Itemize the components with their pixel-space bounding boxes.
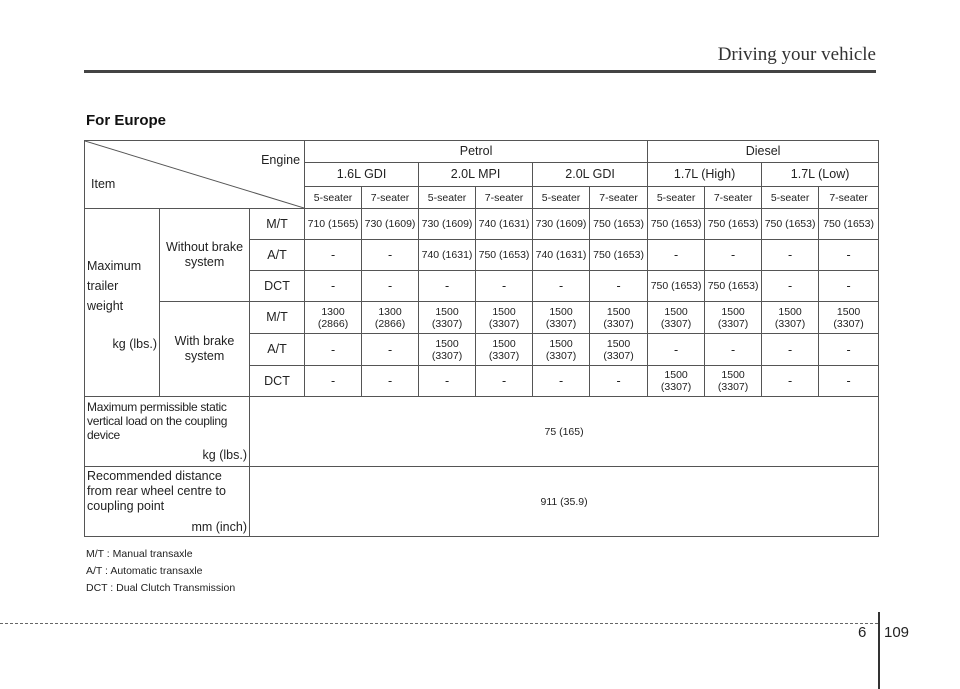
coupling-distance-label: Recommended distance from rear wheel centre to coupling point — [87, 468, 226, 513]
corner-diagonal-line — [85, 141, 304, 208]
table-cell: 1500 (3307) — [590, 334, 648, 366]
seater-header: 5-seater — [762, 187, 819, 209]
corner-engine-label: Engine — [261, 153, 301, 167]
table-cell: - — [648, 334, 705, 366]
table-cell: 750 (1653) — [590, 240, 648, 271]
engine-header: 2.0L GDI — [533, 163, 648, 187]
table-cell: - — [762, 334, 819, 366]
table-cell: 740 (1631) — [533, 240, 590, 271]
table-cell: - — [305, 271, 362, 302]
table-cell: 730 (1609) — [362, 209, 419, 240]
table-cell: 1300 (2866) — [362, 302, 419, 334]
table-cell: 1500 (3307) — [419, 334, 476, 366]
transmission-label: DCT — [250, 366, 305, 397]
seater-header: 7-seater — [819, 187, 879, 209]
table-cell: 740 (1631) — [476, 209, 533, 240]
table-cell: 750 (1653) — [648, 271, 705, 302]
table-cell: - — [705, 240, 762, 271]
table-cell: - — [533, 271, 590, 302]
towing-spec-table — [84, 140, 879, 537]
table-cell: - — [590, 366, 648, 397]
engine-header: 1.7L (High) — [648, 163, 762, 187]
max-trailer-weight-line: Maximum — [87, 258, 142, 273]
seater-header: 7-seater — [590, 187, 648, 209]
footnotes — [86, 546, 235, 597]
table-cell: 1500 (3307) — [590, 302, 648, 334]
seater-header: 7-seater — [476, 187, 533, 209]
table-cell: 730 (1609) — [533, 209, 590, 240]
footnote-at: A/T : Automatic transaxle — [86, 565, 203, 577]
table-cell: - — [819, 334, 879, 366]
table-cell: - — [362, 240, 419, 271]
table-cell: 710 (1565) — [305, 209, 362, 240]
vertical-load-label-cell — [85, 397, 250, 467]
seater-header: 5-seater — [305, 187, 362, 209]
table-cell: 750 (1653) — [819, 209, 879, 240]
table-cell: 1500 (3307) — [648, 366, 705, 397]
table-cell: - — [533, 366, 590, 397]
vertical-load-label: Maximum permissible static vertical load on the coupling device — [87, 400, 228, 442]
table-cell: - — [762, 271, 819, 302]
vertical-load-value: 75 (165) — [250, 397, 879, 467]
table-cell: - — [819, 240, 879, 271]
seater-header: 7-seater — [705, 187, 762, 209]
table-cell: 1500 (3307) — [533, 334, 590, 366]
table-cell: 1500 (3307) — [419, 302, 476, 334]
page-number: 109 — [884, 624, 910, 641]
seater-header: 5-seater — [533, 187, 590, 209]
table-cell: 1500 (3307) — [533, 302, 590, 334]
table-cell: - — [762, 366, 819, 397]
transmission-label: A/T — [250, 240, 305, 271]
table-cell: 730 (1609) — [419, 209, 476, 240]
coupling-distance-label-cell — [85, 467, 250, 537]
coupling-distance-unit: mm (inch) — [191, 519, 247, 534]
vertical-load-unit: kg (lbs.) — [202, 448, 247, 462]
table-cell: - — [305, 366, 362, 397]
footnote-dct: DCT : Dual Clutch Transmission — [86, 582, 236, 594]
table-cell: - — [362, 366, 419, 397]
running-header: Driving your vehicle — [717, 44, 876, 65]
max-trailer-weight-unit: kg (lbs.) — [112, 336, 157, 351]
seater-header: 7-seater — [362, 187, 419, 209]
max-trailer-weight-line: weight — [87, 298, 124, 313]
table-cell: 1500 (3307) — [648, 302, 705, 334]
fuel-header-diesel: Diesel — [648, 141, 879, 163]
table-cell: - — [819, 271, 879, 302]
table-cell: - — [305, 240, 362, 271]
table-cell: 1500 (3307) — [705, 302, 762, 334]
table-cell: 740 (1631) — [419, 240, 476, 271]
footnote-mt: M/T : Manual transaxle — [86, 548, 193, 560]
table-cell: - — [762, 240, 819, 271]
transmission-label: DCT — [250, 271, 305, 302]
table-cell: 750 (1653) — [762, 209, 819, 240]
transmission-label: M/T — [250, 302, 305, 334]
table-cell: 1500 (3307) — [705, 366, 762, 397]
table-cell: 750 (1653) — [705, 209, 762, 240]
transmission-label: M/T — [250, 209, 305, 240]
engine-header: 2.0L MPI — [419, 163, 533, 187]
table-cell: - — [362, 334, 419, 366]
max-trailer-weight-line: trailer — [87, 278, 119, 293]
table-cell: - — [362, 271, 419, 302]
table-cell: - — [419, 366, 476, 397]
engine-header: 1.7L (Low) — [762, 163, 879, 187]
seater-header: 5-seater — [419, 187, 476, 209]
max-trailer-weight-label — [85, 209, 160, 397]
corner-item-label: Item — [91, 177, 116, 191]
table-cell: 750 (1653) — [705, 271, 762, 302]
footer-rule — [0, 623, 878, 624]
chapter-number: 6 — [858, 624, 867, 641]
table-cell: - — [590, 271, 648, 302]
transmission-label: A/T — [250, 334, 305, 366]
table-cell: 750 (1653) — [648, 209, 705, 240]
table-cell: - — [819, 366, 879, 397]
table-cell: - — [705, 334, 762, 366]
footer-divider — [878, 612, 880, 689]
section-title: For Europe — [86, 112, 167, 129]
table-cell: 1300 (2866) — [305, 302, 362, 334]
with-brake-label: With brake system — [160, 302, 250, 397]
table-cell: 750 (1653) — [590, 209, 648, 240]
table-cell: 1500 (3307) — [476, 302, 533, 334]
fuel-header-petrol: Petrol — [305, 141, 648, 163]
table-cell: 750 (1653) — [476, 240, 533, 271]
header-rule — [84, 70, 876, 73]
coupling-distance-value: 911 (35.9) — [250, 467, 879, 537]
table-cell: - — [648, 240, 705, 271]
table-cell: - — [476, 271, 533, 302]
engine-header: 1.6L GDI — [305, 163, 419, 187]
without-brake-label: Without brake system — [160, 209, 250, 302]
table-cell: - — [305, 334, 362, 366]
table-cell: - — [476, 366, 533, 397]
table-cell: 1500 (3307) — [819, 302, 879, 334]
table-cell: 1500 (3307) — [476, 334, 533, 366]
table-corner-header — [85, 141, 305, 209]
table-cell: 1500 (3307) — [762, 302, 819, 334]
seater-header: 5-seater — [648, 187, 705, 209]
table-cell: - — [419, 271, 476, 302]
